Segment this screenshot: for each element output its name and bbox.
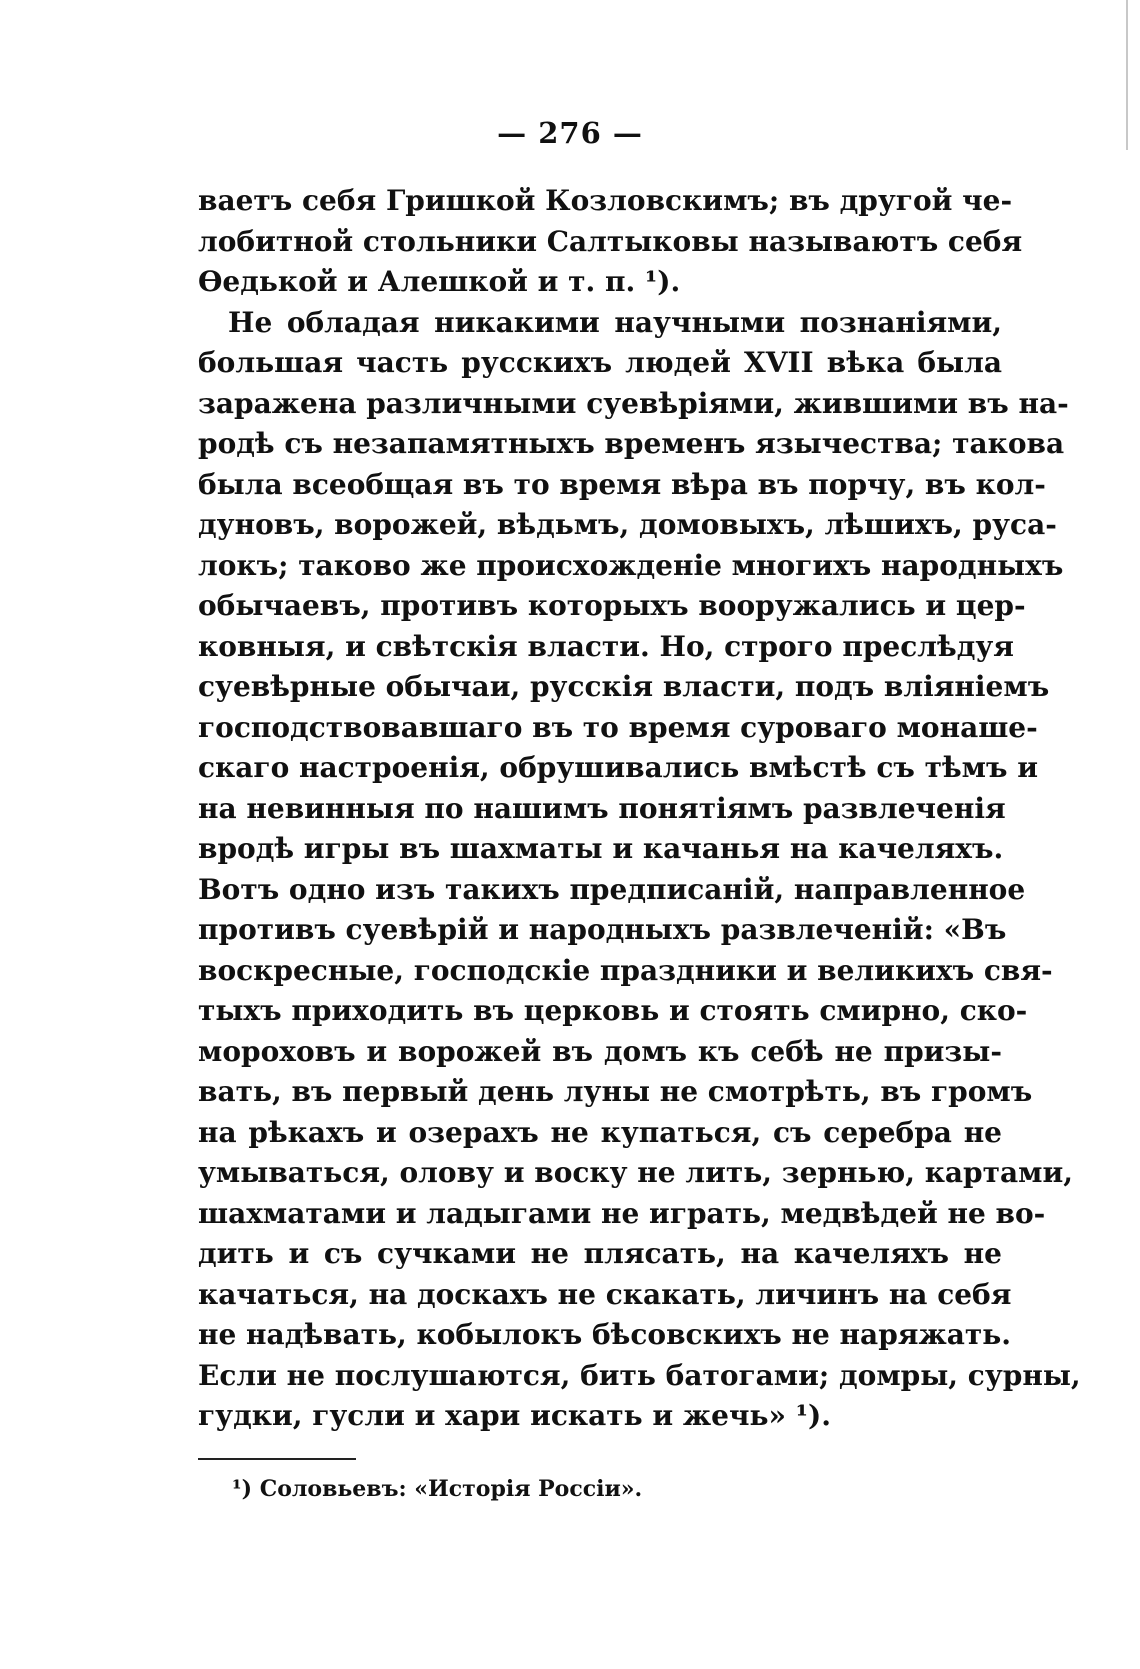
text-line: обычаевъ, противъ которыхъ вооружались и цер- [198, 589, 1026, 622]
text-line: Вотъ одно изъ такихъ предписаній, направленное [198, 872, 1026, 906]
text-line: вродѣ игры въ шахматы и качанья на качеляхъ. [198, 832, 1004, 865]
text-line: мороховъ и ворожей въ домъ къ себѣ не призы- [198, 1034, 1002, 1068]
text-line: скаго настроенія, обрушивались вмѣстѣ съ тѣмъ и [198, 751, 1038, 784]
text-line: вать, въ первый день луны не смотрѣть, въ громъ [198, 1075, 1033, 1108]
text-line: дить и съ сучками не плясать, на качеляхъ не [198, 1237, 1002, 1270]
text-line: воскресные, господскіе праздники и великихъ свя- [198, 953, 1053, 987]
text-line: не надѣвать, кобылокъ бѣсовскихъ не наряжать. [198, 1318, 1011, 1351]
text-line: ковныя, и свѣтскія власти. Но, строго преслѣдуя [198, 629, 1014, 663]
text-line: дуновъ, ворожей, вѣдьмъ, домовыхъ, лѣшихъ, руса- [198, 508, 1057, 541]
text-line: суевѣрные обычаи, русскія власти, подъ вліяніемъ [198, 670, 1050, 703]
footnote-rule [198, 1458, 356, 1460]
text-line: локъ; таково же происхожденіе многихъ народныхъ [198, 548, 1064, 582]
footnote: ¹) Соловьевъ: «Исторія Россіи». [232, 1476, 643, 1502]
text-line: тыхъ приходить въ церковь и стоять смирно, ско- [198, 994, 1028, 1027]
text-line: умываться, олову и воску не лить, зернью, картами, [198, 1156, 1073, 1189]
text-line: господствовавшаго въ то время суроваго монаше- [198, 710, 1038, 744]
text-line: Не обладая никакими научными познаніями, [228, 305, 1002, 339]
text-line: качаться, на доскахъ не скакать, личинъ на себя [198, 1277, 1012, 1311]
text-line: была всеобщая въ то время вѣра въ порчу, въ кол- [198, 467, 1046, 501]
text-line: Ѳедькой и Алешкой и т. п. ¹). [198, 265, 681, 298]
text-line: лобитной стольники Салтыковы называютъ себя [198, 224, 1023, 258]
text-line: шахматами и ладыгами не играть, медвѣдей не во- [198, 1196, 1046, 1230]
text-line: гудки, гусли и хари искать и жечь» ¹). [198, 1399, 831, 1432]
text-line: на рѣкахъ и озерахъ не купаться, съ серебра не [198, 1115, 1002, 1149]
page-number: — 276 — [497, 116, 643, 150]
text-line: ваетъ себя Гришкой Козловскимъ; въ другой че- [198, 184, 1013, 217]
text-line: родѣ съ незапамятныхъ временъ язычества; такова [198, 427, 1065, 460]
body-text [198, 181, 1081, 1437]
text-line: Если не послушаются, бить батогами; домры, сурны, [198, 1358, 1081, 1392]
text-line: на невинныя по нашимъ понятіямъ развлеченія [198, 791, 1006, 825]
text-line: заражена различными суевѣріями, жившими въ на- [198, 386, 1069, 420]
text-line: противъ суевѣрій и народныхъ развлеченій: «Въ [198, 913, 1007, 946]
text-line: большая часть русскихъ людей XVII вѣка была [198, 346, 1002, 379]
